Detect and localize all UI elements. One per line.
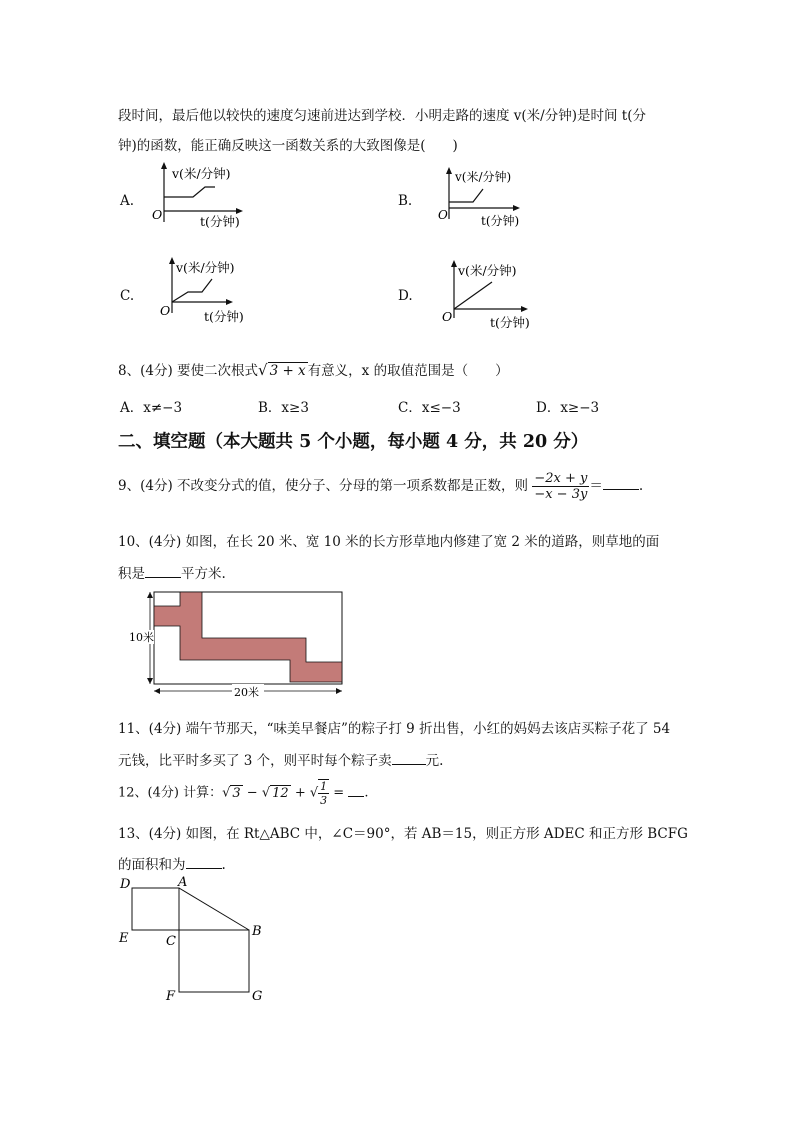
q8-option-d[interactable]: D．x≥−3	[536, 400, 600, 416]
q8-option-c[interactable]: C．x≤−3	[398, 400, 461, 416]
q8-suffix: 有意义，x 的取值范围是（ ）	[307, 363, 509, 379]
q7-option-d-label[interactable]: D.	[398, 288, 413, 304]
q7-a-t-axis-label: t(分钟)	[200, 214, 240, 229]
q10-line-2	[118, 562, 226, 582]
q9-end: .	[638, 478, 644, 494]
q13-figure	[110, 872, 280, 1016]
q9-equals: ＝	[589, 478, 603, 494]
q12-fraction-num: 1	[320, 780, 328, 793]
q12-answer-blank[interactable]	[348, 796, 364, 797]
q9-denominator: −x − 3y	[534, 487, 588, 502]
q13-line-2-a: 的面积和为	[118, 857, 186, 873]
q11-line-2	[118, 749, 443, 769]
q13-point-f: F	[166, 989, 176, 1004]
q13-point-g: G	[252, 989, 263, 1004]
q7-d-v-axis-label: v(米/分钟)	[458, 263, 517, 278]
q7-d-t-axis-label: t(分钟)	[490, 315, 530, 330]
q10-figure	[124, 586, 354, 710]
q13-answer-blank[interactable]	[186, 868, 222, 869]
q13-point-a: A	[178, 875, 188, 890]
q13-line-1: 13、(4分) 如图，在 Rt△ABC 中，∠C＝90°，若 AB＝15，则正方形 ADEC 和正方形 BCFG	[118, 826, 688, 842]
q12-fraction-den: 3	[320, 794, 328, 807]
q12-end: .	[364, 785, 369, 801]
q11-line-1: 11、(4分) 端午节那天，“味美早餐店”的粽子打 9 折出售，小红的妈妈去该店买粽子花了 54	[118, 721, 671, 737]
q9-answer-blank[interactable]	[603, 489, 639, 490]
q12-stem: 12、(4分) 计算：√ 3 − √ 12 + √ $\frac{1}{3}$ = .	[118, 780, 369, 807]
q12-plus: +	[290, 785, 310, 801]
q7-option-b-label[interactable]: B.	[398, 193, 413, 209]
q7-graph-b	[435, 165, 535, 237]
q7-d-origin: O	[442, 309, 453, 324]
q9-stem	[118, 471, 643, 502]
q10-line-2-a: 积是	[118, 566, 145, 582]
q7-option-c-label[interactable]: C.	[120, 288, 135, 304]
q13-line-2-b: .	[221, 857, 226, 873]
q13-point-d: D	[120, 877, 131, 892]
q10-line-2-b: 平方米.	[181, 566, 226, 582]
q13-point-c: C	[166, 934, 176, 949]
q7-b-origin: O	[438, 208, 448, 222]
q7-graph-c	[158, 255, 258, 331]
q8-stem: 8、(4分) 要使二次根式√ 3 + x 有意义，x 的取值范围是（ ）	[118, 361, 509, 379]
q7-c-origin: O	[160, 303, 171, 318]
q10-line-1: 10、(4分) 如图，在长 20 米、宽 10 米的长方形草地内修建了宽 2 米的道路，则草地的面	[118, 534, 660, 550]
q11-line-2-b: 元.	[425, 753, 444, 769]
q9-fraction	[532, 471, 589, 502]
q13-point-b: B	[252, 924, 262, 939]
q11-line-2-a: 元钱，比平时多买了 3 个，则平时每个粽子卖	[118, 753, 392, 769]
q10-answer-blank[interactable]	[145, 577, 181, 578]
q12-minus: −	[242, 785, 262, 801]
q7-graph-d	[440, 258, 540, 338]
q8-prefix: 8、(4分) 要使二次根式	[118, 363, 259, 379]
q12-radicand-1: 3	[232, 785, 241, 801]
q9-prefix: 9、(4分) 不改变分式的值，使分子、分母的第一项系数都是正数，则	[118, 478, 529, 494]
q7-line-2: 钟)的函数，能正确反映这一函数关系的大致图像是( )	[118, 138, 458, 154]
q13-line-2	[118, 853, 226, 873]
q7-graph-a	[148, 160, 258, 239]
q7-c-t-axis-label: t(分钟)	[204, 309, 244, 324]
q9-numerator: −2x + y	[534, 471, 588, 486]
q7-option-a-label[interactable]: A.	[120, 193, 135, 209]
q8-radicand: 3 + x	[269, 363, 306, 379]
q11-answer-blank[interactable]	[392, 764, 426, 765]
q12-fraction	[318, 779, 329, 807]
section-2-title: 二、填空题（本大题共 5 个小题，每小题 4 分，共 20 分）	[118, 432, 589, 452]
q10-height-label: 10米	[129, 631, 154, 644]
q8-option-b[interactable]: B．x≥3	[258, 400, 309, 416]
q7-b-t-axis-label: t(分钟)	[481, 214, 520, 228]
q8-option-a[interactable]: A．x≠−3	[120, 400, 183, 416]
q10-width-label: 20米	[234, 686, 259, 699]
q13-point-e: E	[119, 931, 129, 946]
q12-prefix: 12、(4分) 计算：	[118, 785, 223, 801]
q7-line-1: 段时间，最后他以较快的速度匀速前进达到学校．小明走路的速度 v(米/分钟)是时间 t(分	[118, 108, 646, 124]
q12-equals: =	[329, 785, 349, 801]
q7-a-v-axis-label: v(米/分钟)	[172, 166, 231, 181]
q7-b-v-axis-label: v(米/分钟)	[455, 170, 512, 184]
q7-c-v-axis-label: v(米/分钟)	[176, 260, 235, 275]
q7-a-origin: O	[152, 207, 163, 222]
q10-road	[154, 592, 342, 682]
q12-radicand-2: 12	[272, 785, 289, 801]
